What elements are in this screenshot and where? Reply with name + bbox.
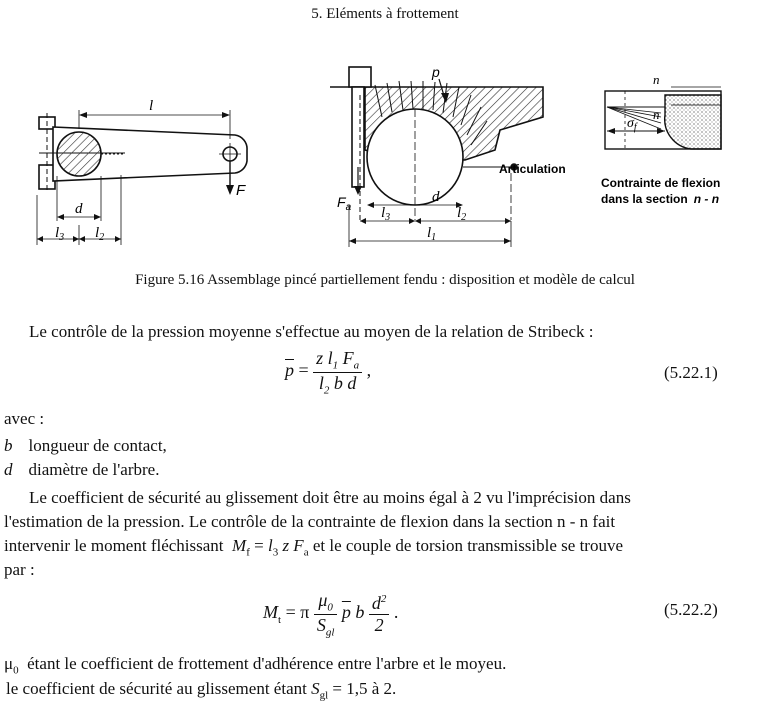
paragraph-safety-line1: Le coefficient de sécurité au glissement doit être au moins égal à 2 vu l'imprécision dans bbox=[29, 488, 631, 507]
equation-number-2: (5.22.2) bbox=[664, 600, 718, 619]
label-stress-line2: dans la section n - n bbox=[601, 192, 720, 206]
definition-d: d diamètre de l'arbre. bbox=[4, 460, 160, 479]
avec-label: avec : bbox=[4, 409, 45, 428]
equation-5-22-1: $\overline{p}$ = $\frac{z l_1 F_a}{l_2 b d}$ , bbox=[285, 348, 372, 397]
figure-5-16 bbox=[25, 55, 745, 255]
equation-number-1: (5.22.1) bbox=[664, 363, 718, 382]
paragraph-safety-line3: intervenir le moment fléchissant $M_f = l_3$ z $F_a$ et le couple de torsion transmissible se trouve bbox=[4, 536, 624, 559]
equation-5-22-2: $M_t = \pi$ $\frac{\mu_0}{S_{gl}}$ $\overline{p}$ b $\frac{d^2}{2}$ . bbox=[263, 590, 399, 639]
bending-stress-drawing bbox=[605, 87, 721, 149]
clamp-lever-drawing bbox=[37, 110, 247, 245]
pressure-model-drawing bbox=[330, 67, 543, 247]
label-articulation: Articulation bbox=[499, 162, 566, 176]
label-n-bottom: n bbox=[653, 107, 660, 122]
mu-definition: $\mu_0$ étant le coefficient de frottement d'adhérence entre l'arbre et le moyeu. bbox=[4, 654, 507, 677]
label-l: l bbox=[149, 98, 154, 114]
label-d-mid: d bbox=[432, 189, 440, 205]
paragraph-safety-line2: l'estimation de la pression. Le contrôle de la contrainte de flexion dans la section n - n fait bbox=[4, 512, 616, 531]
label-sigma-f: $\sigma_f$ bbox=[627, 116, 637, 133]
label-l1: $l_1$ bbox=[427, 225, 437, 243]
figure-caption: Figure 5.16 Assemblage pincé partiellement fendu : disposition et modèle de calcul bbox=[135, 272, 635, 288]
label-l2-left: $l_2$ bbox=[95, 225, 105, 243]
label-Fa: $F_a$ bbox=[337, 194, 352, 213]
definition-b: b longueur de contact, bbox=[4, 436, 167, 455]
label-n-top: n bbox=[653, 72, 660, 87]
label-l3-mid: $l_3$ bbox=[381, 205, 391, 223]
label-F: F bbox=[236, 182, 246, 199]
label-p: p bbox=[432, 64, 440, 80]
paragraph-stribeck: Le contrôle de la pression moyenne s'effectue au moyen de la relation de Stribeck : bbox=[29, 322, 594, 341]
paragraph-safety-line4: par : bbox=[4, 560, 35, 579]
label-d-left: d bbox=[75, 201, 83, 217]
safety-factor-range: le coefficient de sécurité au glissement étant $S_{gl} = 1,5$ à 2. bbox=[6, 679, 397, 702]
label-stress-line1: Contrainte de flexion bbox=[601, 176, 721, 190]
label-l3-left: $l_3$ bbox=[55, 225, 65, 243]
label-l2-mid: $l_2$ bbox=[457, 205, 467, 223]
page-header: 5. Eléments à frottement bbox=[311, 6, 459, 22]
